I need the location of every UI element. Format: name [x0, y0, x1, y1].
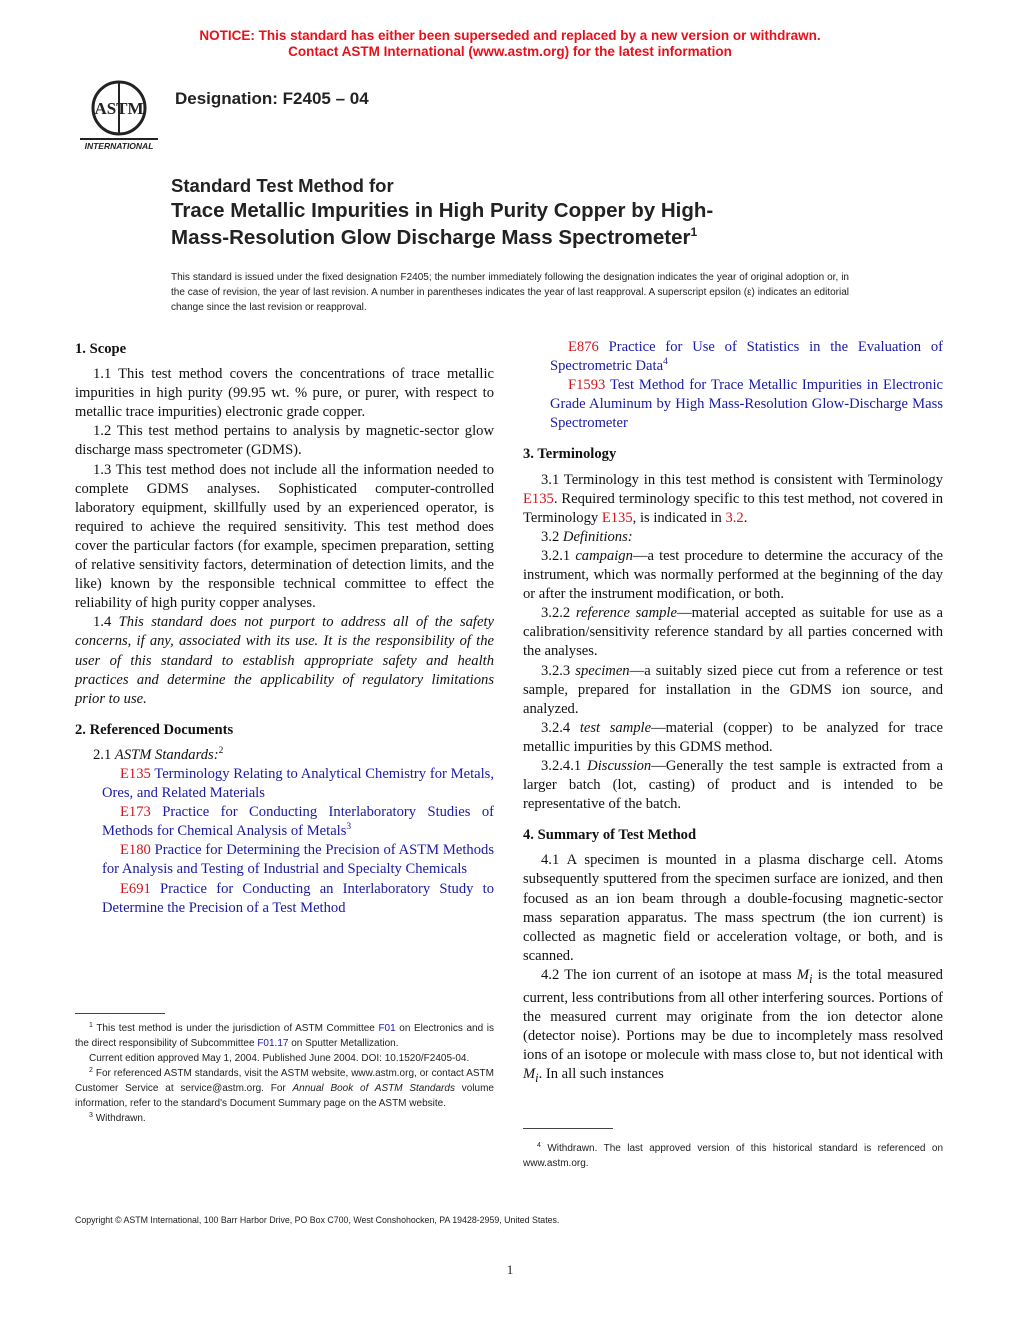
definition-term: specimen: [575, 662, 630, 679]
terminology-3-2-text: Definitions:: [562, 528, 633, 545]
title-footnote-mark: 1: [690, 225, 698, 239]
summary-4-2-text-c: . In all such instances: [538, 1066, 664, 1083]
definition-text: —a suitably sized piece cut from a reference or test sample, prepared for installation in the GDMS ion source, and analyzed.: [523, 662, 943, 717]
definition-text: —Generally the test sample is extracted from a larger batch (lot, casting) of product and is intended to be representative of the batch.: [523, 757, 943, 813]
mass-symbol-i: i: [809, 971, 813, 986]
footnote-divider-right: [523, 1128, 613, 1129]
terminology-3-1-text-a: 3.1 Terminology in this test method is consistent with Terminology: [541, 471, 943, 488]
scope-1-1: 1.1 This test method covers the concentrations of trace metallic impurities in high purity (99.95 wt. % pure, or purer, with respect to metallic trace impurities) electronic grade copper.: [75, 366, 494, 421]
definition-test-sample: [523, 719, 943, 757]
astm-logo: [78, 78, 160, 150]
definition-reference-sample: [523, 604, 943, 661]
ref-item-e691[interactable]: [75, 880, 494, 918]
footnote-2: [75, 1066, 494, 1111]
footnote-text: on Sputter Metallization.: [291, 1038, 399, 1049]
ref-text[interactable]: Test Method for Trace Metallic Impurities in Electronic Grade Aluminum by High Mass-Resolution Glow-Discharge Mass Spectrometer: [550, 377, 943, 432]
link-e135-2[interactable]: E135: [601, 509, 633, 526]
title-line-3: Mass-Resolution Glow Discharge Mass Spectrometer: [171, 226, 691, 249]
footnote-num: 4: [537, 1142, 541, 1149]
refdocs-2-1: [75, 746, 494, 765]
right-column: [523, 338, 943, 1088]
logo-caption: INTERNATIONAL: [84, 141, 154, 150]
ref-sup: 3: [346, 822, 352, 833]
link-f01[interactable]: F01: [378, 1023, 396, 1034]
document-title: [171, 175, 871, 251]
definition-term: reference sample: [575, 605, 677, 622]
summary-4-2: [523, 966, 943, 1088]
footnote-text: Withdrawn.: [95, 1113, 146, 1124]
copyright: Copyright © ASTM International, 100 Barr Harbor Drive, PO Box C700, West Conshohocken, PA 19428-2959, United States.: [75, 1215, 560, 1225]
footnote-text: on Electronics and is the direct responsibility of Subcommittee: [75, 1023, 494, 1049]
ref-text[interactable]: Practice for Use of Statistics in the Evaluation of Spectrometric Data: [550, 339, 944, 375]
ref-code[interactable]: E876: [568, 339, 599, 355]
footnotes-left: [75, 1021, 494, 1126]
ref-item-e876[interactable]: [523, 338, 943, 376]
link-e135[interactable]: E135: [523, 490, 554, 507]
footnote-3: [75, 1111, 494, 1126]
mass-symbol: [796, 966, 813, 986]
ref-item-e173[interactable]: [75, 803, 494, 841]
notice-line-2: Contact ASTM International (www.astm.org) for the latest information: [288, 44, 732, 59]
terminology-3-1: [523, 471, 943, 528]
summary-heading: 4. Summary of Test Method: [523, 827, 697, 844]
definition-text: —a test procedure to determine the accuracy of the instrument, which was normally performed at the beginning of the day or after the instrument modification, or both.: [523, 547, 943, 603]
definition-text: —material accepted as suitable for use as a calibration/sensitivity reference standard by all parties concerned with the analyses.: [523, 605, 943, 660]
terminology-heading: 3. Terminology: [523, 446, 617, 463]
scope-1-4-num: 1.4: [93, 614, 112, 631]
ref-item-e135[interactable]: [75, 765, 494, 803]
definition-num: 3.2.1: [541, 547, 571, 564]
logo-letters: ASTM: [94, 99, 144, 118]
ref-code[interactable]: E691: [120, 880, 151, 897]
definition-num: 3.2.4: [541, 719, 571, 736]
definition-term: campaign: [575, 547, 633, 564]
ref-item-e180[interactable]: [75, 841, 494, 879]
designation: Designation: F2405 – 04: [175, 89, 369, 108]
withdrawn-notice: [0, 28, 1020, 60]
summary-4-1: 4.1 A specimen is mounted in a plasma discharge cell. Atoms subsequently sputtered from the specimen surface are ionized, and then focused as an ion beam through a double-focusing magnetic-sector mass separation apparatus. The mass spectrum (the ion current) is collected as magnetic field or acceleration voltage, or both, and is scanned.: [523, 852, 943, 964]
ref-text[interactable]: Practice for Determining the Precision of ASTM Methods for Analysis and Testing of Industrial and Specialty Chemicals: [102, 842, 494, 878]
terminology-3-1-text-c: , is indicated in: [632, 509, 722, 526]
definition-text: —material (copper) to be analyzed for trace metallic impurities by this GDMS method.: [523, 719, 944, 755]
scope-1-2: 1.2 This test method pertains to analysis by magnetic-sector glow discharge mass spectrometer (GDMS).: [75, 423, 494, 459]
footnote-text: For referenced ASTM standards, visit the ASTM website, www.astm.org, or contact ASTM Customer Service at service@astm.org. For: [75, 1068, 494, 1094]
scope-1-4-text: This standard does not purport to address all of the safety concerns, if any, associated with its use. It is the responsibility of the user of this standard to establish appropriate safety and health practices and determine the applicability of regulatory limitations prior to use.: [75, 614, 494, 707]
title-line-1: Standard Test Method for: [171, 175, 394, 196]
footnote-1-edition: Current edition approved May 1, 2004. Published June 2004. DOI: 10.1520/F2405-04.: [89, 1053, 470, 1064]
footnote-num: 2: [89, 1067, 93, 1074]
footnote-text: This test method is under the jurisdiction of ASTM Committee: [96, 1023, 375, 1034]
definition-num: 3.2.4.1: [541, 757, 582, 774]
ref-sup: 4: [663, 357, 668, 368]
refdocs-heading: 2. Referenced Documents: [75, 721, 234, 738]
footnote-divider-left: [75, 1013, 165, 1014]
ref-item-f1593[interactable]: [523, 376, 943, 433]
footnote-1: [75, 1021, 494, 1051]
ref-text[interactable]: Terminology Relating to Analytical Chemistry for Metals, Ores, and Related Materials: [102, 765, 494, 802]
mass-symbol-i: i: [535, 1071, 539, 1086]
terminology-3-1-text-d: .: [743, 509, 748, 526]
summary-4-2-text-a: 4.2 The ion current of an isotope at mass: [541, 966, 792, 983]
ref-code[interactable]: E135: [120, 765, 151, 782]
footnote-text: volume information, refer to the standard's Document Summary page on the ASTM website.: [75, 1083, 494, 1109]
link-f01-17[interactable]: F01.17: [257, 1038, 289, 1049]
definition-discussion: [523, 757, 943, 814]
notice-line-1: NOTICE: This standard has either been superseded and replaced by a new version or withdrawn.: [199, 28, 821, 43]
link-section-3-2[interactable]: 3.2: [725, 509, 744, 526]
title-line-3-wrap: [171, 224, 871, 251]
footnote-4: [523, 1141, 943, 1171]
ref-code[interactable]: E180: [120, 842, 151, 859]
footnote-italic: Annual Book of ASTM Standards: [292, 1083, 455, 1094]
page-number: 1: [506, 1262, 514, 1277]
ref-text[interactable]: Practice for Conducting an Interlaboratory Study to Determine the Precision of a Test Method: [102, 880, 494, 916]
definition-campaign: [523, 547, 943, 604]
terminology-3-2: [523, 528, 943, 547]
summary-4-2-text-b: is the total measured current, less contributions from all other interfering sources. Portions of the measured current may originate from the ion detector alone (detector noise). Portions may be due to incompletely mass resolved ions of an isotope or molecule with mass close to, but not identical with: [523, 966, 943, 1064]
footnotes-right: [523, 1141, 943, 1171]
terminology-3-1-text-b: . Required terminology specific to this test method, not covered in Terminology: [523, 490, 943, 526]
definition-term: Discussion: [587, 757, 652, 774]
mass-symbol-2: [523, 1066, 539, 1086]
terminology-3-2-num: 3.2: [541, 528, 560, 545]
refdocs-2-1-text: ASTM Standards:: [114, 746, 219, 763]
scope-heading: 1. Scope: [75, 341, 127, 357]
definition-num: 3.2.3: [541, 662, 571, 679]
scope-1-3: 1.3 This test method does not include all the information needed to complete GDMS analyses. Sophisticated computer-controlled laboratory equipment, skillfully used by an experienced operator, is required to achieve the required sensitivity. This test method does cover the particular factors (for example, specimen preparation, setting of relative sensitivity factors, determination of detection limits, and the like) known by the responsible technical committee to effect the reliability of high purity copper analyses.: [75, 461, 494, 612]
footnote-num: 1: [89, 1022, 93, 1029]
scope-1-4: [75, 613, 494, 708]
mass-symbol-m: M: [523, 1066, 536, 1083]
definition-term: test sample: [579, 719, 652, 736]
issue-note: This standard is issued under the fixed designation F2405; the number immediately following the designation indicates the year of original adoption or, in the case of revision, the year of last revision. A number in parentheses indicates the year of last reapproval. A superscript epsilon (ε) indicates an editorial change since the last revision or reapproval.: [171, 272, 849, 313]
definition-specimen: [523, 662, 943, 719]
refdocs-2-1-sup: 2: [218, 745, 224, 756]
ref-code[interactable]: F1593: [568, 377, 606, 394]
definition-num: 3.2.2: [541, 605, 571, 622]
footnote-text: Withdrawn. The last approved version of this historical standard is referenced on www.astm.org.: [523, 1143, 943, 1169]
left-column: [75, 338, 494, 918]
mass-symbol-m: M: [796, 966, 810, 983]
footnote-num: 3: [89, 1112, 93, 1119]
ref-code[interactable]: E173: [120, 804, 151, 821]
refdocs-2-1-num: 2.1: [93, 746, 112, 763]
title-line-2: Trace Metallic Impurities in High Purity Copper by High-: [171, 199, 714, 222]
ref-text[interactable]: Practice for Conducting Interlaboratory Studies of Methods for Chemical Analysis of Metals: [102, 804, 494, 840]
